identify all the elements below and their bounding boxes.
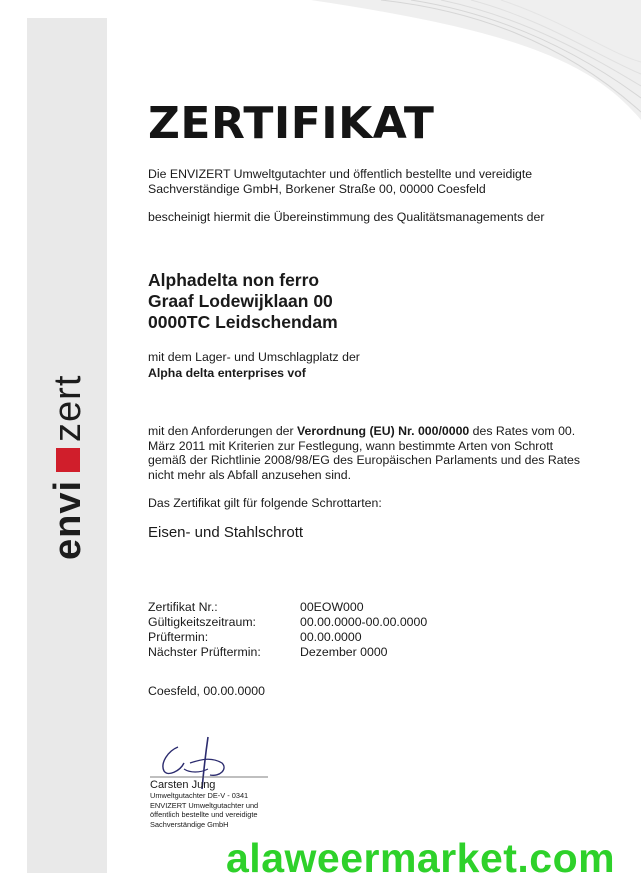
- logo-text-envi: envi: [47, 479, 89, 560]
- logo-red-square: [56, 448, 80, 472]
- certifies-text: bescheinigt hiermit die Übereinstimmung des Qualitätsmanagements der: [148, 210, 545, 224]
- place-date: Coesfeld, 00.00.0000: [148, 684, 265, 698]
- requirements-before: mit den Anforderungen der: [148, 424, 298, 438]
- company-address: [148, 270, 338, 333]
- signer-name: Carsten Jung: [150, 779, 216, 791]
- envizert-logo: [47, 230, 89, 560]
- scrap-type: Eisen- und Stahlschrott: [148, 524, 304, 541]
- detail-value: Dezember 0000: [300, 645, 388, 659]
- site-name: Alpha delta enterprises vof: [148, 366, 306, 380]
- logo-text-zert: zert: [47, 374, 89, 442]
- detail-label: Nächster Prüftermin:: [148, 645, 261, 659]
- detail-value: 00EOW000: [300, 600, 364, 614]
- detail-value: 00.00.0000: [300, 630, 362, 644]
- issuer-text: Die ENVIZERT Umweltgutachter und öffentlich bestellte und vereidigte Sachverständige GmbH, Borkener Straße 00, 00000 Coesfeld: [148, 167, 533, 196]
- detail-row: [148, 600, 427, 615]
- detail-value: 00.00.0000-00.00.0000: [300, 615, 428, 629]
- regulation-reference: Verordnung (EU) Nr. 000/0000: [297, 424, 470, 438]
- requirements-after: des Rates vom 00. März 2011 mit Kriterien zur Festlegung, wann bestimmte Arten von Schrott gemäß der Richtlinie 2008/98/EG des Europäischen Parlaments und des Rates nicht mehr als Abfall anzusehen sind.: [148, 424, 581, 482]
- signer-line: öffentlich bestellte und vereidigte: [150, 810, 258, 820]
- detail-label: Gültigkeitszeitraum:: [148, 615, 256, 629]
- signer-line: Umweltgutachter DE-V - 0341: [150, 791, 249, 800]
- detail-row: [148, 630, 427, 645]
- company-street: Graaf Lodewijklaan 00: [148, 291, 333, 311]
- signer-line: ENVIZERT Umweltgutachter und: [150, 800, 259, 810]
- detail-label: Zertifikat Nr.:: [148, 600, 218, 614]
- company-name: Alphadelta non ferro: [148, 270, 320, 290]
- signer-details: [150, 791, 290, 829]
- site-intro-text: mit dem Lager- und Umschlagplatz der: [148, 350, 360, 364]
- certificate-details: [148, 600, 427, 660]
- requirements-text: [148, 424, 588, 482]
- page-title: ZERTIFIKAT: [148, 98, 435, 149]
- scrap-intro-text: Das Zertifikat gilt für folgende Schrottarten:: [148, 496, 382, 510]
- watermark-text: alaweermarket.com: [226, 835, 616, 881]
- signer-line: Sachverständige GmbH: [150, 819, 229, 829]
- company-city: 0000TC Leidschendam: [148, 312, 338, 332]
- detail-row: [148, 615, 427, 630]
- detail-row: [148, 645, 427, 660]
- detail-label: Prüftermin:: [148, 630, 209, 644]
